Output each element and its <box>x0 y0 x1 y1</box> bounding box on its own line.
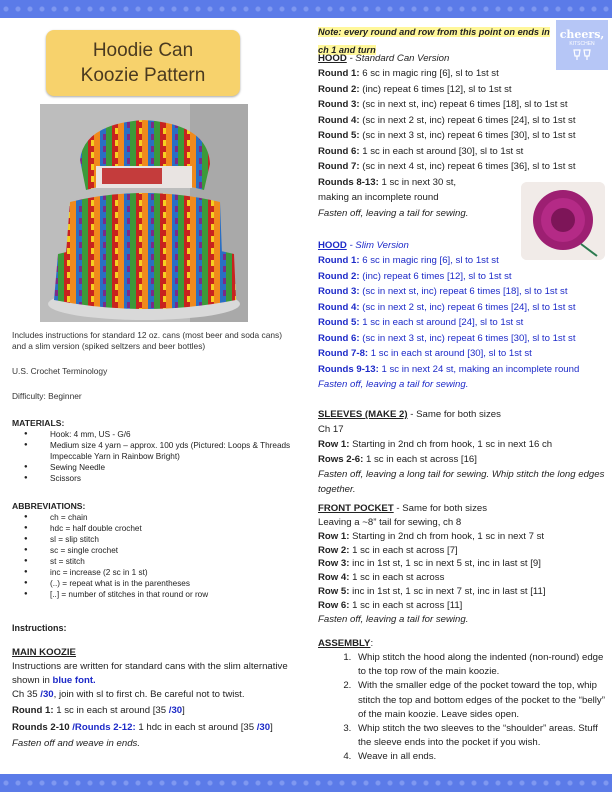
slim-value: /30 <box>168 705 183 716</box>
koozie-photo <box>40 104 248 322</box>
hood-slim-heading: HOOD <box>318 240 347 251</box>
round-label: Round 5: <box>318 130 360 141</box>
hood-standard-round <box>318 159 606 175</box>
pocket-fasten: Fasten off, leaving a tail for sewing. <box>318 613 469 625</box>
round-label: Round 7: <box>318 161 360 172</box>
sleeves-fasten: Fasten off, leaving a long tail for sewing. Whip stitch the long edges together. <box>318 469 605 495</box>
chain-part: Ch 35 <box>12 689 41 700</box>
row-label: Row 1: <box>318 439 350 450</box>
pocket-subtitle: - Same for both sizes <box>393 503 487 514</box>
hood-slim-round <box>318 253 606 269</box>
pocket-row <box>318 557 606 571</box>
round-text: 1 sc in each st around [30], sl to 1st st <box>359 145 524 157</box>
row-label: Row 1: <box>318 530 350 542</box>
pocket-section <box>318 502 606 626</box>
round-label: Rounds 8-13: <box>318 176 379 188</box>
round-text: (sc in next 2 st, inc) repeat 6 times [24], sl to 1st st <box>359 301 576 313</box>
round-label: Round 1: <box>318 255 360 266</box>
pocket-row <box>318 571 606 585</box>
hood-standard-round <box>318 144 606 160</box>
round-label: Round 2: <box>318 83 360 95</box>
abbreviations-heading: ABBREVIATIONS: <box>12 501 86 511</box>
difficulty-text: Difficulty: Beginner <box>12 391 82 401</box>
round-label: Round 6: <box>318 145 360 157</box>
hood-slim-subtitle: - Slim Version <box>346 240 409 251</box>
round-text: 1 sc in each st around [24], sl to 1st st <box>359 317 524 328</box>
row-text: inc in 1st st, 1 sc in next 5 st, inc in last st [9] <box>349 558 541 570</box>
round-text: 1 sc in next 24 st, making an incomplete round <box>378 363 580 375</box>
sleeves-heading: SLEEVES (MAKE 2) <box>318 409 408 420</box>
blue-font-label: blue font. <box>52 674 96 686</box>
materials-list <box>12 429 302 484</box>
main-koozie-round-1 <box>12 702 302 719</box>
main-koozie-heading: MAIN KOOZIE <box>12 647 76 658</box>
sleeves-start: Ch 17 <box>318 424 344 435</box>
round-label: Round 4: <box>318 114 360 126</box>
materials-heading: MATERIALS: <box>12 418 65 428</box>
list-item: ● sc = single crochet <box>50 545 302 556</box>
list-item: ● hdc = half double crochet <box>50 523 302 534</box>
pocket-row <box>318 530 606 544</box>
list-item: ● inc = increase (2 sc in 1 st) <box>50 567 302 578</box>
assembly-colon: : <box>370 638 374 649</box>
bottom-decorative-band <box>0 774 612 792</box>
top-decorative-band <box>0 0 612 18</box>
round-text: 6 sc in magic ring [6], sl to 1st st <box>359 255 499 266</box>
list-item: 3. Whip stitch the two sleeves to the “shoulder” areas. Stuff the sleeve ends into the pocket if you wish. <box>354 722 606 750</box>
round-text: (sc in next st, inc) repeat 6 times [18], sl to 1st st <box>359 286 568 297</box>
assembly-section <box>318 636 606 765</box>
pocket-start: Leaving a ~8” tail for sewing, ch 8 <box>318 517 462 528</box>
hood-slim-round <box>318 315 606 331</box>
sleeves-subtitle: - Same for both sizes <box>407 409 501 420</box>
hood-standard-round <box>318 66 606 82</box>
intro-part: Instructions are written for standard cans with the slim alternative shown in <box>12 661 288 686</box>
row-text: 1 sc in each st across [16] <box>363 454 477 465</box>
hood-slim-round <box>318 362 606 378</box>
round-label: Round 3: <box>318 286 360 297</box>
hood-standard-subtitle: - Standard Can Version <box>346 53 450 64</box>
chain-part: , join with sl to first ch. Be careful not to twist. <box>53 689 245 700</box>
sleeves-section <box>318 407 606 497</box>
round-label: Round 4: <box>318 301 360 313</box>
hood-standard-section <box>318 52 606 221</box>
hood-slim-round <box>318 300 606 316</box>
hood-slim-round <box>318 269 606 285</box>
hood-slim-round <box>318 331 606 347</box>
row-text: 1 sc in each st across <box>349 572 445 584</box>
slim-value: /30 <box>256 722 271 733</box>
list-item: ● Medium size 4 yarn – approx. 100 yds (Pictured: Loops & Threads Impeccable Yarn in Rainbow Bright) <box>50 440 302 462</box>
main-koozie-intro <box>12 660 302 687</box>
round-text: (inc) repeat 6 times [12], sl to 1st st <box>359 270 512 282</box>
logo-line-2: KITSCHEN <box>569 40 595 47</box>
list-item: ● (..) = repeat what is in the parentheses <box>50 578 302 589</box>
row-label: Row 2: <box>318 544 350 556</box>
hood-standard-round <box>318 97 606 113</box>
round-text: 1 sc in each st around [30], sl to 1st st <box>368 348 532 359</box>
row-label: Row 5: <box>318 585 350 597</box>
hood-standard-continuation: making an incomplete round <box>318 192 439 203</box>
round-label: Round 5: <box>318 317 360 328</box>
koozie-illustration <box>40 104 248 322</box>
hood-standard-fasten: Fasten off, leaving a tail for sewing. <box>318 207 469 219</box>
row-label: Rows 2-6: <box>318 454 364 465</box>
round-label: Round 1: <box>318 68 360 79</box>
round-text: 1 sc in each st around [35 <box>53 705 169 716</box>
hood-standard-round <box>318 175 606 191</box>
slim-round-label: /Rounds 2-12: <box>69 722 136 733</box>
list-item: ● ch = chain <box>50 512 302 523</box>
list-item: ● Hook: 4 mm, US - G/6 <box>50 429 302 440</box>
pocket-row <box>318 544 606 558</box>
round-text: (sc in next 3 st, inc) repeat 6 times [30], sl to 1st st <box>359 332 576 344</box>
round-text: (sc in next 3 st, inc) repeat 6 times [30], sl to 1st st <box>359 130 576 141</box>
round-text: ] <box>270 722 273 733</box>
hood-slim-round <box>318 284 606 300</box>
round-text: (sc in next 4 st, inc) repeat 6 times [36], sl to 1st st <box>359 161 576 172</box>
sleeves-row <box>318 452 606 467</box>
hood-standard-round <box>318 113 606 129</box>
main-koozie-rounds-2 <box>12 719 302 736</box>
abbreviations-section <box>12 501 302 600</box>
round-text: 1 hdc in each st around [35 <box>135 722 257 733</box>
hood-slim-section <box>318 238 606 393</box>
logo-line-1: cheers, <box>559 27 605 41</box>
round-label: Round 1: <box>12 705 54 716</box>
list-item: ● Sewing Needle <box>50 462 302 473</box>
intro-text: Includes instructions for standard 12 oz. cans (most beer and soda cans) and a slim version (spiked seltzers and beer bottles) <box>12 330 283 351</box>
list-item: ● Scissors <box>50 473 302 484</box>
title-line-1: Hoodie Can <box>92 40 194 61</box>
round-text: ] <box>182 705 185 716</box>
pocket-row <box>318 599 606 613</box>
hood-slim-round <box>318 346 606 362</box>
instructions-heading: Instructions: <box>12 623 67 633</box>
hood-standard-round <box>318 128 606 144</box>
round-text: (inc) repeat 6 times [12], sl to 1st st <box>359 83 512 95</box>
round-label: Round 2: <box>318 270 360 282</box>
main-koozie-section <box>12 646 302 751</box>
list-item: ● st = stitch <box>50 556 302 567</box>
row-text: 1 sc in each st across [7] <box>349 544 458 556</box>
row-text: Starting in 2nd ch from hook, 1 sc in next 16 ch <box>349 439 553 450</box>
round-text: (sc in next 2 st, inc) repeat 6 times [24], sl to 1st st <box>359 114 576 126</box>
round-label: Round 7-8: <box>318 348 369 359</box>
assembly-list <box>318 651 606 765</box>
title-banner <box>46 30 240 96</box>
hood-slim-fasten: Fasten off, leaving a tail for sewing. <box>318 379 469 390</box>
title-line-2: Koozie Pattern <box>80 65 206 86</box>
row-label: Row 6: <box>318 599 350 611</box>
list-item: 1. Whip stitch the hood along the indented (non-round) edge to the top row of the main koozie. <box>354 651 606 679</box>
main-koozie-fasten: Fasten off and weave in ends. <box>12 738 140 749</box>
materials-section <box>12 418 302 484</box>
list-item: 4. Weave in all ends. <box>354 750 606 764</box>
list-item: 2. With the smaller edge of the pocket toward the top, whip stitch the top and bottom edges of the pocket to the “belly” of the main koozie. Leave sides open. <box>354 679 606 722</box>
abbreviations-list <box>12 512 302 600</box>
note-text: Note: every round and row from this point on ends in ch 1 and turn <box>318 27 550 55</box>
pocket-heading: FRONT POCKET <box>318 503 394 514</box>
list-item: ● sl = slip stitch <box>50 534 302 545</box>
hood-standard-round <box>318 82 606 98</box>
pocket-row <box>318 585 606 599</box>
hood-standard-heading: HOOD <box>318 53 347 64</box>
list-item: ● [..] = number of stitches in that round or row <box>50 589 302 600</box>
round-text: 1 sc in next 30 st, <box>378 176 457 188</box>
row-label: Row 4: <box>318 572 350 584</box>
row-label: Row 3: <box>318 558 350 570</box>
round-label: Round 6: <box>318 332 360 344</box>
main-koozie-chain <box>12 687 302 702</box>
slim-value: /30 <box>40 689 54 700</box>
sleeves-row <box>318 437 606 452</box>
round-text: 6 sc in magic ring [6], sl to 1st st <box>359 68 499 79</box>
row-text: 1 sc in each st across [11] <box>349 599 463 611</box>
round-label: Round 3: <box>318 99 360 110</box>
row-text: inc in 1st st, 1 sc in next 7 st, inc in last st [11] <box>349 585 546 597</box>
round-label: Rounds 9-13: <box>318 363 379 375</box>
round-label: Rounds 2-10 <box>12 722 70 733</box>
round-text: (sc in next st, inc) repeat 6 times [18], sl to 1st st <box>359 99 568 110</box>
row-text: Starting in 2nd ch from hook, 1 sc in next 7 st <box>349 530 545 542</box>
terminology-text: U.S. Crochet Terminology <box>12 366 108 376</box>
assembly-heading: ASSEMBLY <box>318 638 371 649</box>
